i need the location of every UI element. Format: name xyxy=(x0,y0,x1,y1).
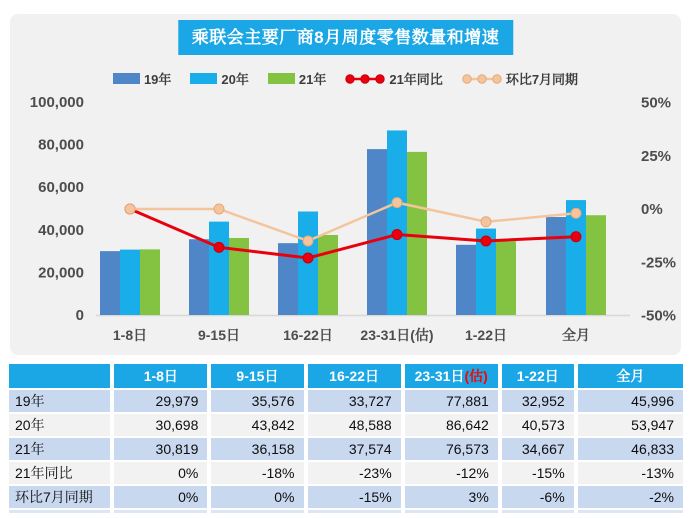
left-axis-tick: 0 xyxy=(75,307,84,324)
table-cell: -23% xyxy=(308,462,401,484)
legend-label: 20年 xyxy=(221,72,249,87)
x-axis-category-label: 1-8日 xyxy=(112,327,148,343)
data-point[interactable] xyxy=(303,253,313,263)
table-cell: 36,158 xyxy=(211,438,303,460)
bar[interactable] xyxy=(456,245,476,315)
bar[interactable] xyxy=(209,222,229,315)
table-row xyxy=(9,414,683,436)
legend-item[interactable] xyxy=(345,69,442,88)
bar[interactable] xyxy=(407,152,427,315)
legend-label: 环比7月同期 xyxy=(505,72,579,87)
data-point[interactable] xyxy=(481,217,491,227)
row-label: 20年 xyxy=(9,414,110,436)
table-cell: 0% xyxy=(114,462,207,484)
table-cell: 0% xyxy=(114,486,207,508)
table-cell: 86,642 xyxy=(405,414,498,436)
bar[interactable] xyxy=(586,215,606,315)
table-cell: 34,667 xyxy=(502,438,574,460)
data-point[interactable] xyxy=(214,242,224,252)
chart-card xyxy=(10,14,681,355)
bar[interactable] xyxy=(318,235,338,315)
table-cell: -13% xyxy=(578,462,683,484)
bar[interactable] xyxy=(496,241,516,315)
table-cell: 32,952 xyxy=(502,390,574,412)
table-cell: -12% xyxy=(405,462,498,484)
row-label: 21年 xyxy=(9,438,110,460)
table-row xyxy=(9,486,683,508)
row-label: 19年 xyxy=(9,390,110,412)
table-cell: -2% xyxy=(578,486,683,508)
partial-clipped-row xyxy=(9,510,683,513)
bar[interactable] xyxy=(189,239,209,315)
data-point[interactable] xyxy=(571,232,581,242)
bar[interactable] xyxy=(120,250,140,315)
legend-item[interactable] xyxy=(190,69,248,88)
table-col-header[interactable]: 全月 xyxy=(578,364,683,388)
table-cell: -15% xyxy=(308,486,401,508)
right-axis-tick: 50% xyxy=(641,94,672,112)
table-cell: 33,727 xyxy=(308,390,401,412)
bar[interactable] xyxy=(100,251,120,315)
data-point[interactable] xyxy=(571,208,581,218)
row-label: 环比7月同期 xyxy=(9,486,110,508)
data-point[interactable] xyxy=(481,236,491,246)
partial-cell xyxy=(9,510,110,513)
table-col-header[interactable]: 1-8日 xyxy=(114,364,207,388)
data-point[interactable] xyxy=(392,198,402,208)
table-cell: 46,833 xyxy=(578,438,683,460)
legend-swatch-icon xyxy=(190,73,217,84)
table-cell: 45,996 xyxy=(578,390,683,412)
chart-title: 乘联会主要厂商8月周度零售数量和增速 xyxy=(178,20,513,55)
table-cell: 30,698 xyxy=(114,414,207,436)
table-cell: -18% xyxy=(211,462,303,484)
partial-cell xyxy=(578,510,683,513)
right-axis-tick: -50% xyxy=(641,307,677,325)
partial-cell xyxy=(405,510,498,513)
bar[interactable] xyxy=(140,249,160,315)
partial-cell xyxy=(211,510,303,513)
table-header-row xyxy=(9,364,683,388)
right-axis-tick: 25% xyxy=(641,147,672,165)
partial-cell xyxy=(114,510,207,513)
legend-line-icon xyxy=(462,73,502,85)
table-col-header[interactable]: 1-22日 xyxy=(502,364,574,388)
table-cell: 30,819 xyxy=(114,438,207,460)
bar[interactable] xyxy=(546,217,566,315)
table-cell: 37,574 xyxy=(308,438,401,460)
right-axis-tick: -25% xyxy=(641,254,677,272)
data-point[interactable] xyxy=(392,230,402,240)
table-cell: -6% xyxy=(502,486,574,508)
legend-label: 19年 xyxy=(143,72,172,87)
table-cell: 48,588 xyxy=(308,414,401,436)
table-cell: 53,947 xyxy=(578,414,683,436)
legend-line-icon xyxy=(345,73,385,85)
trend-line xyxy=(130,203,576,241)
table-cell: -15% xyxy=(502,462,574,484)
table-row xyxy=(9,462,683,484)
left-axis-tick: 40,000 xyxy=(38,221,84,239)
combo-chart-plot xyxy=(10,90,681,355)
data-point[interactable] xyxy=(125,204,135,214)
left-axis-tick: 20,000 xyxy=(38,264,84,282)
table-col-header[interactable]: 23-31日(估) xyxy=(405,364,498,388)
x-axis-category-label: 全月 xyxy=(562,327,590,343)
table-col-header[interactable] xyxy=(9,364,110,388)
legend-item[interactable] xyxy=(268,69,326,88)
table-cell: 0% xyxy=(211,486,303,508)
table-cell: 29,979 xyxy=(114,390,207,412)
table-cell: 43,842 xyxy=(211,414,303,436)
left-axis-tick: 100,000 xyxy=(29,94,84,111)
legend-item[interactable] xyxy=(113,69,171,88)
bar[interactable] xyxy=(387,130,407,315)
table-row xyxy=(9,438,683,460)
legend-label: 21年同比 xyxy=(389,72,443,87)
left-axis-tick: 60,000 xyxy=(38,179,84,197)
legend-label: 21年 xyxy=(298,72,327,87)
partial-cell xyxy=(308,510,401,513)
table-cell: 77,881 xyxy=(405,390,498,412)
table-cell: 35,576 xyxy=(211,390,303,412)
data-point[interactable] xyxy=(214,204,224,214)
x-axis-category-label: 16-22日 xyxy=(283,327,333,343)
legend-item[interactable] xyxy=(462,69,578,88)
table-col-header[interactable]: 16-22日 xyxy=(308,364,401,388)
legend-swatch-icon xyxy=(113,73,140,84)
left-axis-tick: 80,000 xyxy=(38,136,84,154)
x-axis-category-label: 23-31日(估) xyxy=(360,327,434,343)
partial-cell xyxy=(502,510,574,513)
x-axis-category-label: 9-15日 xyxy=(197,327,241,343)
estimate-suffix: (估) xyxy=(464,368,488,384)
bar[interactable] xyxy=(367,149,387,315)
row-label: 21年同比 xyxy=(9,462,110,484)
legend-swatch-icon xyxy=(268,73,295,84)
right-axis-tick: 0% xyxy=(641,201,663,218)
chart-legend xyxy=(10,69,681,88)
table-col-header[interactable]: 9-15日 xyxy=(211,364,303,388)
table-cell: 40,573 xyxy=(502,414,574,436)
x-axis-category-label: 1-22日 xyxy=(464,327,508,343)
table-row xyxy=(9,390,683,412)
table-cell: 3% xyxy=(405,486,498,508)
weekly-retail-table xyxy=(5,362,687,515)
data-point[interactable] xyxy=(303,236,313,246)
table-cell: 76,573 xyxy=(405,438,498,460)
